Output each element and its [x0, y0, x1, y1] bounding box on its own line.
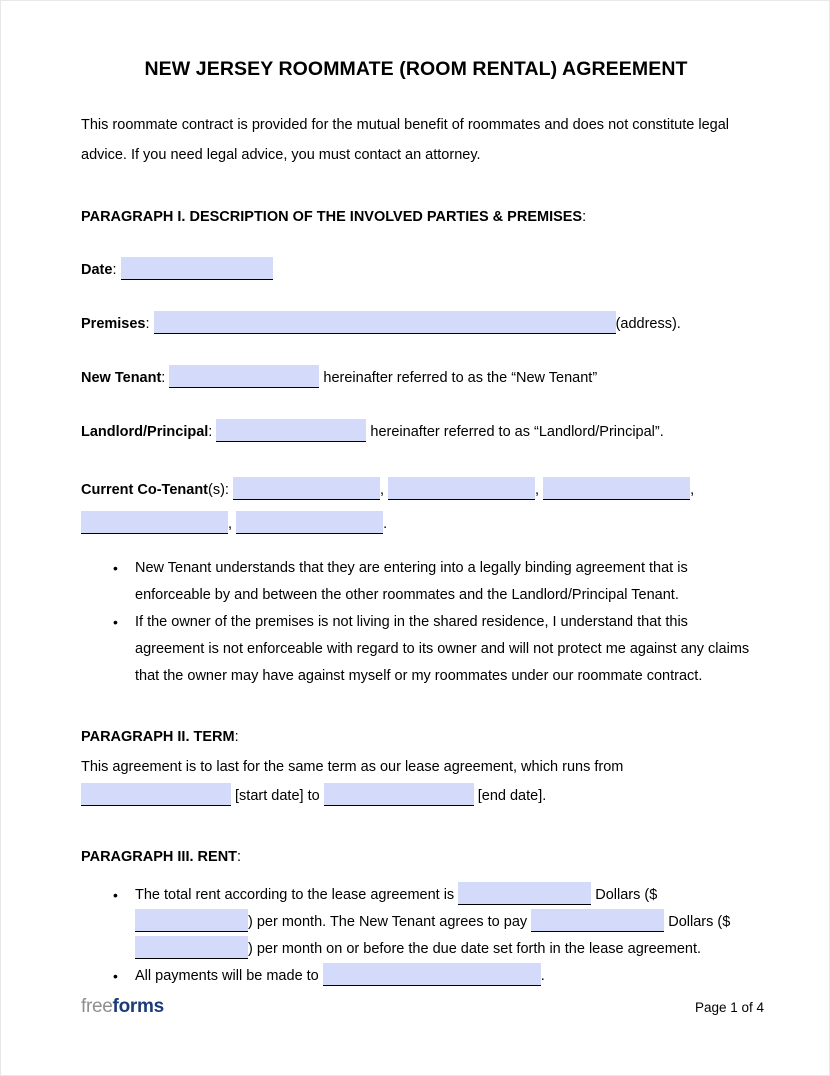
premises-suffix: (address).: [615, 316, 681, 333]
paragraph-3-heading-text: PARAGRAPH III. RENT: [81, 849, 238, 866]
tenant-rent-words-input[interactable]: [531, 909, 664, 932]
landlord-input[interactable]: [216, 419, 366, 442]
new-tenant-suffix: hereinafter referred to as the “New Tenant”: [323, 370, 598, 387]
page-footer: [81, 996, 764, 1018]
paragraph-3-heading-colon: :: [237, 849, 242, 866]
end-date-input[interactable]: [324, 783, 474, 806]
list-item: [135, 882, 751, 963]
term-line-2: [81, 783, 751, 810]
rent-paren-open: ($: [644, 887, 658, 904]
list-item: [135, 963, 751, 990]
rent-text-2: Dollars: [595, 887, 641, 904]
end-date-note: [end date].: [477, 788, 547, 805]
co-tenant-sep-2: ,: [535, 482, 540, 499]
date-colon: :: [112, 262, 117, 279]
paragraph-3-bullet-list: [81, 882, 751, 990]
co-tenant-input-1[interactable]: [233, 477, 380, 500]
premises-colon: :: [145, 316, 150, 333]
co-tenant-input-3[interactable]: [543, 477, 690, 500]
payee-text-1: All payments will be made to: [135, 968, 319, 985]
premises-input[interactable]: [154, 311, 616, 334]
rent-text-4: Dollars ($: [668, 914, 731, 931]
page-number: Page 1 of 4: [694, 1000, 764, 1015]
premises-label: Premises: [81, 316, 146, 333]
payee-input[interactable]: [323, 963, 541, 986]
co-tenant-input-2[interactable]: [388, 477, 535, 500]
premises-row: [81, 311, 751, 335]
tenant-rent-amount-input[interactable]: [135, 936, 248, 959]
term-line-1: This agreement is to last for the same term as our lease agreement, which runs from: [81, 759, 624, 776]
new-tenant-row: [81, 365, 751, 389]
paragraph-1-heading-colon: :: [582, 209, 587, 226]
co-tenant-row: [81, 473, 751, 541]
paragraph-2-heading: [81, 726, 751, 748]
landlord-colon: :: [208, 424, 213, 441]
date-input[interactable]: [121, 257, 273, 280]
paragraph-3-heading: [81, 846, 751, 868]
rent-text-3: ) per month. The New Tenant agrees to pay: [248, 914, 528, 931]
paragraph-1-heading: [81, 206, 751, 228]
new-tenant-colon: :: [161, 370, 166, 387]
paragraph-2-heading-colon: :: [234, 729, 239, 746]
list-item: • If the owner of the premises is not living in the shared residence, I understand that this agreement is not enforceable with regard to its owner and will not protect me against any claims that the owner may have against myself or my roommates under our roommate contract.: [135, 609, 751, 690]
landlord-suffix: hereinafter referred to as “Landlord/Principal”.: [370, 424, 664, 441]
co-tenant-input-4[interactable]: [81, 511, 228, 534]
document-content: [81, 1, 751, 990]
co-tenant-sep-4: ,: [228, 516, 233, 533]
start-date-input[interactable]: [81, 783, 231, 806]
list-item: • New Tenant understands that they are entering into a legally binding agreement that is enforceable by and between the other roommates and the Landlord/Principal Tenant.: [135, 555, 751, 609]
payee-text-2: .: [540, 968, 545, 985]
new-tenant-input[interactable]: [169, 365, 319, 388]
landlord-row: [81, 419, 751, 443]
co-tenant-end: .: [383, 516, 388, 533]
co-tenant-sep-3: ,: [690, 482, 695, 499]
logo-text-free: free: [81, 996, 113, 1017]
co-tenant-label-suffix: (s):: [208, 482, 229, 499]
rent-text-1: The total rent according to the lease agreement is: [135, 887, 455, 904]
co-tenant-label: Current Co-Tenant: [81, 482, 209, 499]
date-label: Date: [81, 262, 113, 279]
paragraph-2-heading-text: PARAGRAPH II. TERM: [81, 729, 235, 746]
logo-text-forms: forms: [112, 996, 164, 1017]
date-row: [81, 257, 751, 281]
co-tenant-sep-1: ,: [379, 482, 385, 499]
paragraph-1-heading-text: PARAGRAPH I. DESCRIPTION OF THE INVOLVED PARTIES & PREMISES: [81, 209, 583, 226]
co-tenant-input-5[interactable]: [236, 511, 383, 534]
paragraph-1-bullet-list: [81, 555, 751, 690]
intro-paragraph: This roommate contract is provided for the mutual benefit of roommates and does not constitute legal advice. If you need legal advice, you must contact an attorney.: [81, 117, 730, 164]
start-date-note: [start date] to: [235, 788, 320, 805]
page-title: NEW JERSEY ROOMMATE (ROOM RENTAL) AGREEMENT: [144, 58, 688, 80]
total-rent-words-input[interactable]: [458, 882, 591, 905]
new-tenant-label: New Tenant: [81, 370, 162, 387]
freeforms-logo: [81, 996, 164, 1018]
rent-text-5: ) per month on or before the due date set forth in the lease agreement.: [248, 941, 702, 958]
total-rent-amount-input[interactable]: [135, 909, 248, 932]
landlord-label: Landlord/Principal: [81, 424, 209, 441]
